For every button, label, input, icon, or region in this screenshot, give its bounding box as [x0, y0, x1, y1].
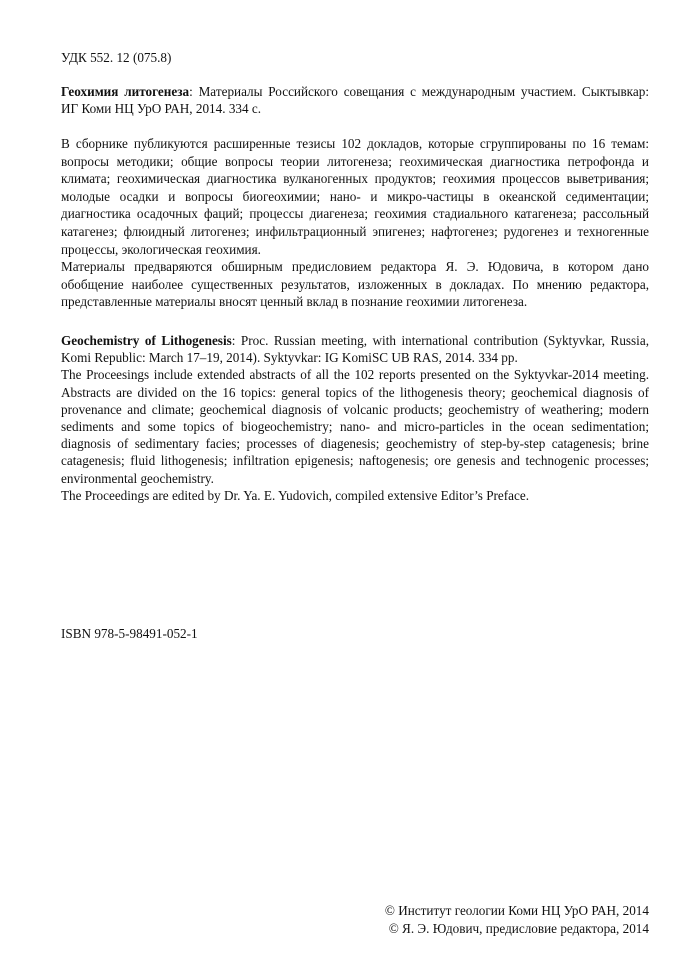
russian-abstract: [61, 135, 649, 311]
english-abstract-paragraph: The Proceedings are edited by Dr. Ya. E. Yudovich, compiled extensive Editor’s Preface.: [61, 487, 530, 503]
copyright-line: © Я. Э. Юдович, предисловие редактора, 2014: [388, 920, 649, 936]
english-abstract-paragraph: The Proceesings include extended abstracts of all the 102 reports presented on the Syktyvkar-2014 meeting. Abstracts are divided on the 16 topics: general topics of the lithogenesis theory; geochemical diagnosis of provenance and climate; geochemical diagnosis of volcanic products; geochemistry of weathering; modern sediments and some topics of biogeochemistry; nano- and micro-particles in the ocean sedimentation; diagnosis of sedimentary facies; processes of diagenesis; geochemistry of step-by-step catagenesis; brine catagenesis; fluid lithogenesis; infiltration epigenesis; naftogenesis; ore genesis and technogenic processes; environmental geochemistry.: [61, 367, 649, 486]
udk-code: УДК 552. 12 (075.8): [61, 50, 172, 65]
copyright-line: © Институт геологии Коми НЦ УрО РАН, 2014: [384, 903, 649, 918]
english-book-title: Geochemistry of Lithogenesis: [61, 333, 232, 348]
english-abstract: [61, 332, 649, 504]
russian-book-title: Геохимия литогенеза: [61, 84, 190, 99]
isbn: ISBN 978-5-98491-052-1: [61, 626, 198, 641]
copyright-notice: [385, 902, 649, 937]
russian-abstract-paragraph: Материалы предваряются обширным предисловием редактора Я. Э. Юдовича, в котором дано обобщение наиболее существенных результатов, изложенных в докладах. По мнению редактора, представленные материалы вносят ценный вклад в познание геохимии литогенеза.: [61, 259, 649, 310]
english-bibliographic-entry: [61, 332, 649, 366]
russian-publication-details: : Материалы Российского совещания с международным участием. Сыктывкар: ИГ Коми НЦ УрО РАН, 2014. 334 с.: [61, 84, 649, 116]
english-publication-details: : Proc. Russian meeting, with international contribution (Syktyvkar, Russia, Komi Republic: March 17–19, 2014). Syktyvkar: IG KomiSC UB RAS, 2014. 334 pp.: [61, 333, 649, 366]
russian-abstract-paragraph: В сборнике публикуются расширенные тезисы 102 докладов, которые сгруппированы по 16 темам: вопросы методики; общие вопросы теории литогенеза; геохимическая диагностика петрофонда и климата; геохимическая диагностика вулканогенных продуктов; геохимия процессов выветривания; молодые осадки и вопросы биогеохимии; нано- и микро-частицы в океанской седиментации; диагностика осадочных фаций; процессы диагенеза; геохимия стадиального катагенеза; рассольный катагенез; флюидный литогенез; инфильтрационный эпигенез; нафтогенез; рудогенез и техногенные процессы, экологическая геохимия.: [61, 136, 649, 257]
russian-bibliographic-entry: [61, 84, 649, 117]
